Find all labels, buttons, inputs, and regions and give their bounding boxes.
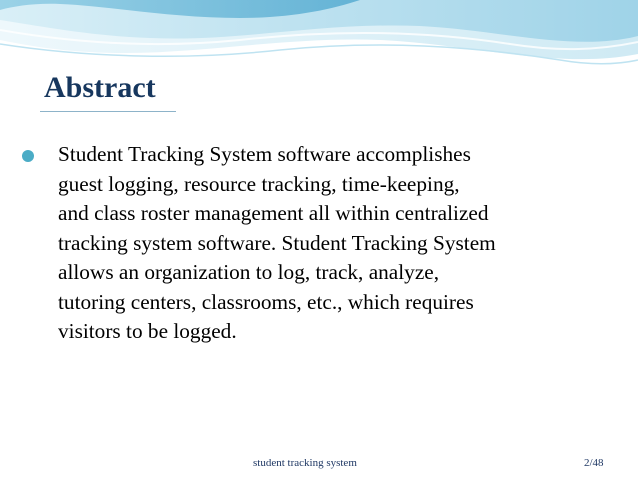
bullet-dot-icon: [22, 150, 34, 162]
title-underline: [40, 111, 176, 112]
footer-text: student tracking system: [253, 457, 357, 469]
bullet-item: [22, 140, 612, 347]
page-number: 2/48: [584, 457, 604, 469]
bullet-text: Student Tracking System software accomplishes guest logging, resource tracking, time-keeping, and class roster management all within centralized tracking system software. Student Tracking System allows an organization to log, track, analyze, tutoring centers, classrooms, etc., which requires visitors to be logged.: [58, 142, 496, 343]
slide-title: Abstract: [44, 71, 156, 104]
